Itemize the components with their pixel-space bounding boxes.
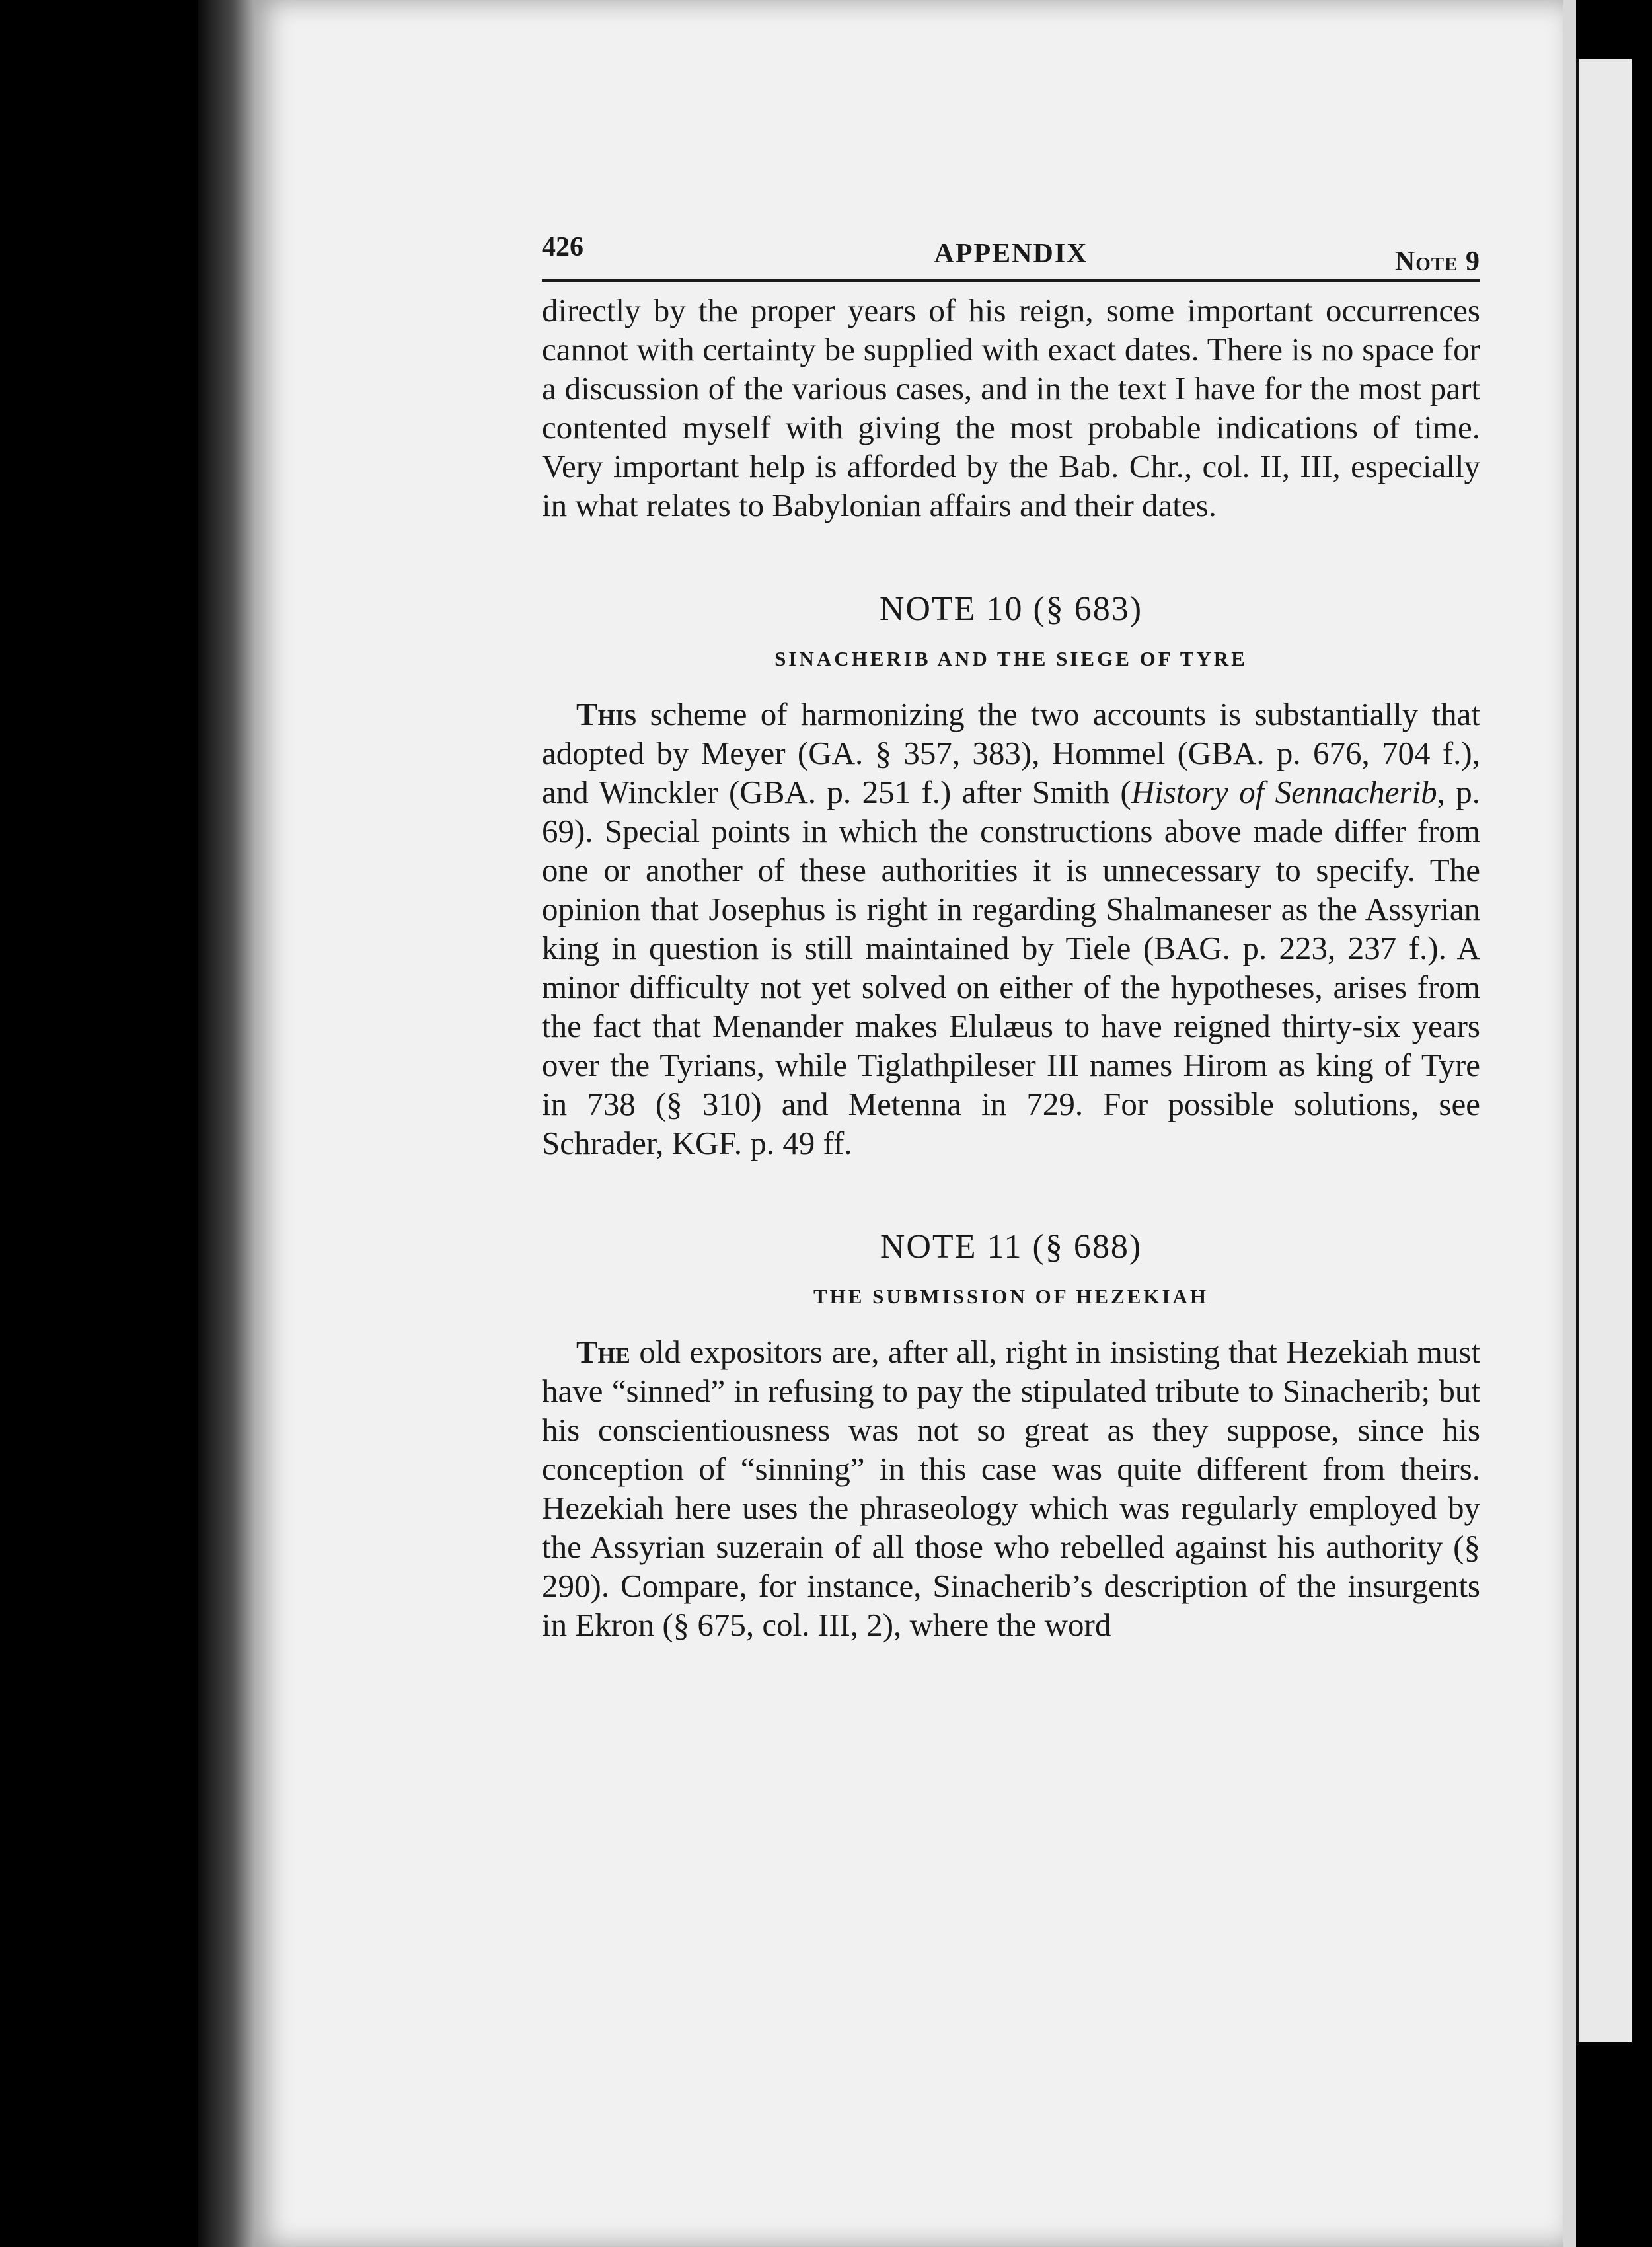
page-content bbox=[542, 231, 1480, 1644]
note-10-heading: NOTE 10 (§ 683) bbox=[879, 590, 1143, 628]
page-edge bbox=[1563, 0, 1576, 2247]
running-header bbox=[542, 231, 1480, 278]
note-11-paragraph bbox=[542, 1332, 1480, 1644]
note-10-paragraph bbox=[542, 695, 1480, 1162]
note-10-text-part2: , p. 69). Special points in which the constructions above made differ from one or another of these authorities it is unnecessary to specify. The opinion that Josephus is right in regarding Shalmaneser as the Assyrian king in question is still maintained by Tiele (BAG. p. 223, 237 f.). A minor difficulty not yet solved on either of the hypotheses, arises from the fact that Menander makes Elulæus to have reigned thirty-six years over the Tyrians, while Tiglathpileser III names Hirom as king of Tyre in 738 (§ 310) and Metenna in 729. For possible solutions, see Schrader, KGF. p. 49 ff. bbox=[542, 774, 1480, 1161]
note-10-subheading: SINACHERIB AND THE SIEGE OF TYRE bbox=[774, 647, 1248, 670]
continuation-paragraph: directly by the proper years of his reign, some important occurrences cannot with certainty be supplied with exact dates. There is no space for a discussion of the various cases, and in the text I have for the most part contented myself with giving the most probable indications of time. Very important help is afforded by the Bab. Chr., col. II, III, especially in what relates to Babylonian affairs and their dates. bbox=[542, 292, 1480, 523]
note-11-heading: NOTE 11 (§ 688) bbox=[880, 1228, 1143, 1266]
note-11-subheading: THE SUBMISSION OF HEZEKIAH bbox=[813, 1285, 1209, 1308]
header-rule bbox=[542, 279, 1480, 282]
running-title: APPENDIX bbox=[934, 239, 1088, 269]
running-note-label: Note 9 bbox=[1394, 247, 1480, 277]
adjacent-page-edge bbox=[1576, 59, 1632, 2042]
note-10-italic-title: History of Sennacherib bbox=[1131, 774, 1437, 810]
note-11-text: old expositors are, after all, right in insisting that Hezekiah must have “sinned” in refusing to pay the stipulated tribute to Sinacherib; but his conscientiousness was not so great as they suppose, since his conception of “sinning” in this case was quite different from theirs. Hezekiah here uses the phraseology which was regularly employed by the Assyrian suzerain of all those who rebelled against his authority (§ 290). Compare, for instance, Sinacherib’s description of the insurgents in Ekron (§ 675, col. III, 2), where the word bbox=[542, 1334, 1480, 1643]
note-10-text-part1: scheme of harmonizing the two accounts is substantially that adopted by Meyer (GA. § 357, 383), Hommel (GBA. p. 676, 704 f.), and Winckler (GBA. p. 251 f.) after Smith ( bbox=[542, 696, 1480, 810]
note-10-lead-word: This bbox=[576, 696, 637, 732]
page-number: 426 bbox=[542, 232, 583, 262]
note-11-lead-word: The bbox=[576, 1334, 630, 1370]
